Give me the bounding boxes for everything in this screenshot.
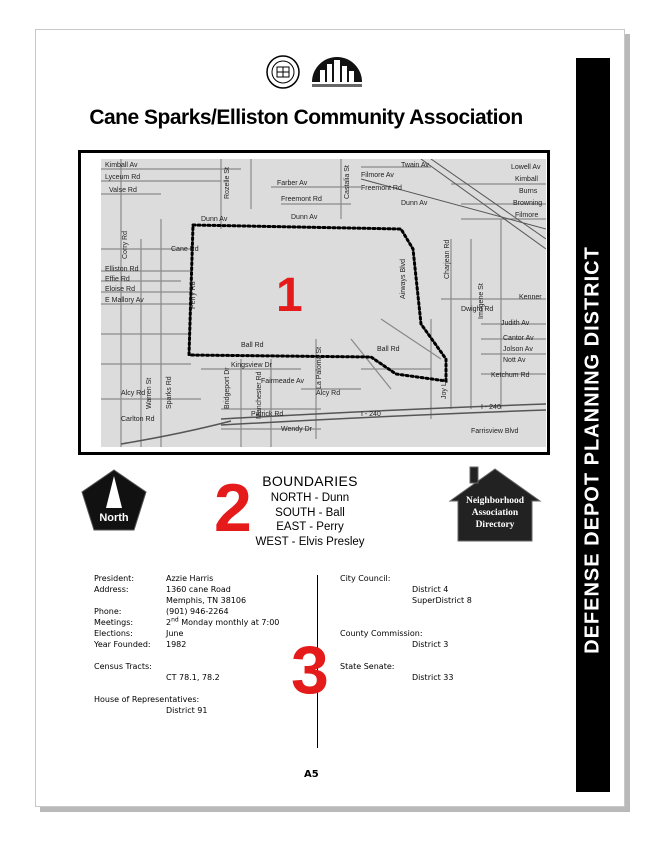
svg-text:Judith Av: Judith Av	[501, 320, 530, 327]
svg-text:E Mallory Av: E Mallory Av	[105, 297, 144, 304]
info-label: Elections:	[94, 629, 133, 638]
state-senate-value: District 33	[412, 673, 454, 682]
svg-text:Lowell Av: Lowell Av	[511, 164, 541, 171]
svg-text:I - 240: I - 240	[481, 404, 501, 411]
svg-text:Alcy Rd: Alcy Rd	[316, 390, 341, 397]
city-council-superdistrict: SuperDistrict 8	[412, 596, 472, 605]
svg-text:Ball Rd: Ball Rd	[241, 342, 264, 349]
section-number-2: 2	[214, 470, 252, 546]
meetings-value	[166, 617, 279, 628]
info-row	[94, 595, 319, 606]
directory-page	[35, 29, 625, 807]
info-value: Azzie Harris	[166, 574, 214, 583]
svg-text:Castalia St: Castalia St	[344, 165, 351, 199]
svg-text:Filmore: Filmore	[515, 212, 539, 219]
svg-text:Kingsview Dr: Kingsview Dr	[231, 362, 272, 369]
meetings-ordinal: 2	[166, 618, 172, 627]
svg-text:Carlton Rd: Carlton Rd	[121, 416, 155, 423]
city-of-memphis-logo	[306, 52, 368, 92]
svg-text:Kenner: Kenner	[519, 294, 542, 301]
neighborhood-directory-house-icon	[444, 463, 546, 543]
info-value: 1360 cane Road	[166, 585, 231, 594]
svg-text:Rozelle St: Rozelle St	[224, 167, 231, 199]
map-graphic	[101, 159, 546, 447]
info-value: 1982	[166, 640, 187, 649]
census-label: Census Tracts:	[94, 662, 152, 671]
svg-text:Twain Av: Twain Av	[401, 162, 429, 169]
district-map	[78, 150, 550, 455]
state-senate-label: State Senate:	[340, 662, 395, 671]
meetings-text: Monday monthly at 7:00	[178, 618, 280, 627]
info-row	[94, 628, 319, 639]
svg-text:Cantor Av: Cantor Av	[503, 335, 534, 342]
info-value: (901) 946-2264	[166, 607, 229, 616]
svg-text:Jolson Av: Jolson Av	[503, 346, 533, 353]
svg-text:Ketchum Rd: Ketchum Rd	[491, 372, 530, 379]
svg-text:Effie Rd: Effie Rd	[105, 276, 130, 283]
svg-text:Imogene St: Imogene St	[478, 283, 485, 319]
svg-text:Wendy Dr: Wendy Dr	[281, 426, 312, 433]
info-label: Meetings:	[94, 618, 134, 627]
info-label: Address:	[94, 585, 129, 594]
boundaries-title: BOUNDARIES	[262, 473, 358, 489]
svg-text:Kimball Av: Kimball Av	[105, 162, 138, 169]
svg-text:Dwight Rd: Dwight Rd	[461, 306, 494, 313]
directory-label-2: Association	[471, 508, 519, 518]
meetings-ordinal-suffix: nd	[171, 616, 179, 624]
sidebar-label: DEFENSE DEPOT PLANNING DISTRICT	[581, 246, 604, 654]
page-number: A5	[304, 769, 319, 780]
svg-text:Farber Av: Farber Av	[277, 180, 308, 187]
svg-text:Nott Av: Nott Av	[503, 357, 526, 364]
svg-text:Filmore Av: Filmore Av	[361, 172, 394, 179]
directory-label-1: Neighborhood	[465, 496, 525, 506]
svg-text:Fairmeade Av: Fairmeade Av	[261, 378, 305, 385]
county-commission-label: County Commission:	[340, 629, 423, 638]
svg-text:Elliston Rd: Elliston Rd	[105, 266, 139, 273]
boundary-north: NORTH - Dunn	[270, 491, 350, 504]
svg-text:Cane Rd: Cane Rd	[171, 246, 199, 253]
svg-text:Charjean Rd: Charjean Rd	[444, 239, 451, 279]
svg-text:I - 240: I - 240	[361, 411, 381, 418]
boundary-west: WEST - Elvis Presley	[255, 536, 365, 549]
info-row	[94, 573, 319, 584]
svg-text:Freemont Rd: Freemont Rd	[361, 185, 402, 192]
svg-text:Manchester Rd: Manchester Rd	[256, 371, 263, 419]
house-value: District 91	[166, 706, 208, 715]
info-row	[94, 617, 319, 628]
boundary-south: SOUTH - Ball	[275, 506, 345, 519]
svg-text:Eloise Rd: Eloise Rd	[105, 286, 135, 293]
svg-text:Airways Blvd: Airways Blvd	[400, 258, 407, 299]
svg-text:Alcy Rd: Alcy Rd	[121, 390, 146, 397]
svg-text:Dunn Av: Dunn Av	[201, 216, 228, 223]
svg-text:Warren St: Warren St	[146, 377, 153, 409]
svg-text:Lyceum Rd: Lyceum Rd	[105, 174, 141, 181]
page-title: Cane Sparks/Elliston Community Association	[89, 106, 523, 129]
census-value: CT 78.1, 78.2	[166, 673, 220, 682]
svg-text:Bridgeport Dr: Bridgeport Dr	[224, 367, 231, 409]
association-info	[94, 573, 319, 716]
north-label: North	[99, 512, 129, 524]
north-arrow-icon	[80, 468, 148, 532]
svg-text:Dunn Av: Dunn Av	[401, 200, 428, 207]
svg-text:Sparks Rd: Sparks Rd	[166, 376, 173, 409]
info-row	[94, 639, 319, 650]
info-row	[94, 606, 319, 617]
info-label	[94, 595, 166, 606]
street-map	[101, 159, 546, 447]
svg-text:Patrick Rd: Patrick Rd	[251, 411, 284, 418]
svg-text:Corry Rd: Corry Rd	[122, 230, 129, 259]
county-commission-value: District 3	[412, 640, 449, 649]
svg-text:Kimball: Kimball	[515, 176, 538, 183]
directory-label-3: Directory	[475, 520, 515, 530]
info-value: June	[166, 629, 184, 638]
city-council-label: City Council:	[340, 574, 391, 583]
boundary-east: EAST - Perry	[276, 521, 344, 534]
boundaries-block	[246, 473, 374, 550]
svg-text:Dunn Av: Dunn Av	[291, 214, 318, 221]
representation-info	[340, 573, 540, 683]
info-label: President:	[94, 574, 135, 583]
section-number-3: 3	[291, 632, 329, 708]
info-value: Memphis, TN 38106	[166, 596, 247, 605]
svg-text:Ball Rd: Ball Rd	[377, 346, 400, 353]
svg-text:Joy Ln: Joy Ln	[441, 378, 448, 399]
info-row	[94, 584, 319, 595]
city-council-district: District 4	[412, 585, 449, 594]
svg-text:Perry Rd: Perry Rd	[190, 281, 197, 309]
svg-text:Browning: Browning	[513, 200, 543, 207]
info-label: Phone:	[94, 607, 122, 616]
svg-text:La Paloma St: La Paloma St	[316, 346, 323, 389]
memphis-seal-logo	[266, 55, 300, 89]
svg-text:Burns: Burns	[519, 188, 538, 195]
svg-text:Freemont Rd: Freemont Rd	[281, 196, 322, 203]
info-label: Year Founded:	[94, 640, 151, 649]
svg-text:Farrisview Blvd: Farrisview Blvd	[471, 428, 519, 435]
map-area-number: 1	[276, 269, 303, 322]
svg-text:Valse Rd: Valse Rd	[109, 187, 137, 194]
house-label: House of Representatives:	[94, 695, 200, 704]
